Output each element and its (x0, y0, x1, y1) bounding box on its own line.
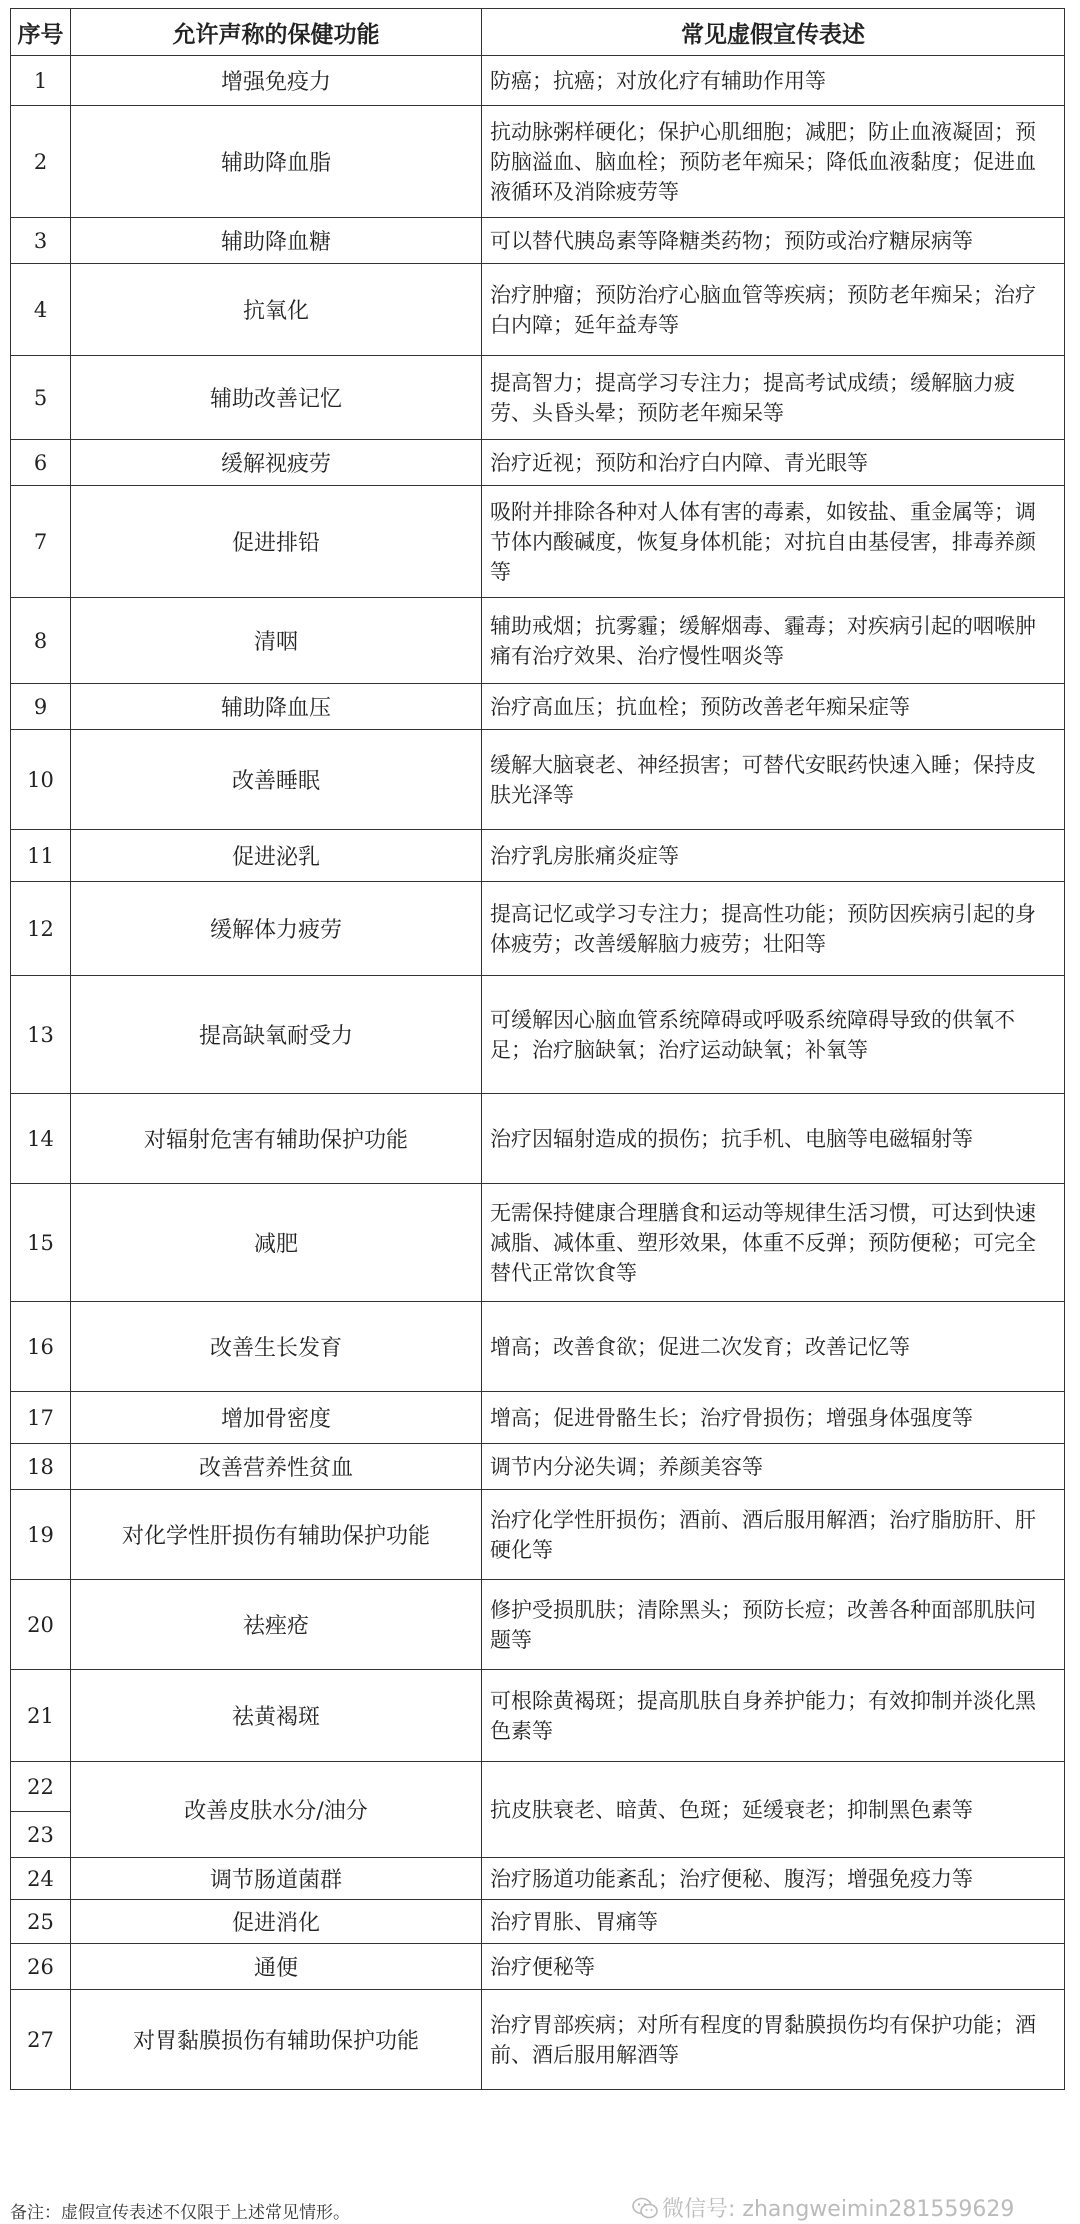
row-number: 18 (11, 1444, 71, 1490)
row-number: 26 (11, 1944, 71, 1990)
row-number: 22 (11, 1762, 71, 1812)
row-number: 13 (11, 976, 71, 1094)
table-row (11, 830, 1065, 882)
row-claims: 调节内分泌失调；养颜美容等 (482, 1444, 1065, 1490)
row-function: 减肥 (71, 1184, 482, 1302)
watermark-text: 微信号: zhangweimin281559629 (662, 2197, 1015, 2222)
row-claims: 抗动脉粥样硬化；保护心肌细胞；减肥；防止血液凝固；预防脑溢血、脑血栓；预防老年痴呆；降低血液黏度；促进血液循环及消除疲劳等 (482, 106, 1065, 218)
table-row (11, 486, 1065, 598)
row-number: 8 (11, 598, 71, 684)
row-function: 促进消化 (71, 1900, 482, 1944)
row-number: 6 (11, 440, 71, 486)
row-function: 祛黄褐斑 (71, 1670, 482, 1762)
footnote: 备注：虚假宣传表述不仅限于上述常见情形。 (10, 2203, 350, 2223)
row-function: 辅助降血脂 (71, 106, 482, 218)
row-function: 促进排铅 (71, 486, 482, 598)
row-number: 17 (11, 1392, 71, 1444)
row-function: 对化学性肝损伤有辅助保护功能 (71, 1490, 482, 1580)
table-row (11, 1858, 1065, 1900)
row-claims: 治疗因辐射造成的损伤；抗手机、电脑等电磁辐射等 (482, 1094, 1065, 1184)
table-row (11, 598, 1065, 684)
table-row (11, 1900, 1065, 1944)
row-claims: 治疗乳房胀痛炎症等 (482, 830, 1065, 882)
row-function: 促进泌乳 (71, 830, 482, 882)
row-claims: 治疗近视；预防和治疗白内障、青光眼等 (482, 440, 1065, 486)
table-row (11, 264, 1065, 356)
row-number: 20 (11, 1580, 71, 1670)
row-claims: 缓解大脑衰老、神经损害；可替代安眠药快速入睡；保持皮肤光泽等 (482, 730, 1065, 830)
row-claims: 治疗高血压；抗血栓；预防改善老年痴呆症等 (482, 684, 1065, 730)
row-number: 12 (11, 882, 71, 976)
row-claims: 吸附并排除各种对人体有害的毒素，如铵盐、重金属等；调节体内酸碱度，恢复身体机能；对抗自由基侵害，排毒养颜等 (482, 486, 1065, 598)
row-number: 7 (11, 486, 71, 598)
row-number: 19 (11, 1490, 71, 1580)
table-row (11, 106, 1065, 218)
row-function: 提高缺氧耐受力 (71, 976, 482, 1094)
row-claims: 治疗肠道功能紊乱；治疗便秘、腹泻；增强免疫力等 (482, 1858, 1065, 1900)
claims-table (10, 8, 1065, 2090)
row-function: 缓解视疲劳 (71, 440, 482, 486)
row-function: 调节肠道菌群 (71, 1858, 482, 1900)
row-function: 祛痤疮 (71, 1580, 482, 1670)
table-row (11, 356, 1065, 440)
table-row (11, 1762, 1065, 1812)
table-row (11, 1944, 1065, 1990)
table-row (11, 684, 1065, 730)
row-claims: 治疗化学性肝损伤；酒前、酒后服用解酒；治疗脂肪肝、肝硬化等 (482, 1490, 1065, 1580)
row-number: 23 (11, 1812, 71, 1858)
header-number: 序号 (11, 9, 71, 56)
table-row (11, 730, 1065, 830)
row-number: 9 (11, 684, 71, 730)
row-function: 改善皮肤水分/油分 (71, 1762, 482, 1858)
table-row (11, 56, 1065, 106)
row-number: 16 (11, 1302, 71, 1392)
row-number: 24 (11, 1858, 71, 1900)
table-row (11, 976, 1065, 1094)
row-number: 5 (11, 356, 71, 440)
row-claims: 治疗胃部疾病；对所有程度的胃黏膜损伤均有保护功能；酒前、酒后服用解酒等 (482, 1990, 1065, 2090)
row-number: 15 (11, 1184, 71, 1302)
row-claims: 可以替代胰岛素等降糖类药物；预防或治疗糖尿病等 (482, 218, 1065, 264)
row-claims: 修护受损肌肤；清除黑头；预防长痘；改善各种面部肌肤问题等 (482, 1580, 1065, 1670)
watermark (632, 2192, 1014, 2223)
row-number: 11 (11, 830, 71, 882)
header-allowed-function: 允许声称的保健功能 (71, 9, 482, 56)
row-function: 通便 (71, 1944, 482, 1990)
row-number: 4 (11, 264, 71, 356)
row-claims: 提高记忆或学习专注力；提高性功能；预防因疾病引起的身体疲劳；改善缓解脑力疲劳；壮阳等 (482, 882, 1065, 976)
table-row (11, 218, 1065, 264)
row-function: 清咽 (71, 598, 482, 684)
row-function: 改善生长发育 (71, 1302, 482, 1392)
header-false-claims: 常见虚假宣传表述 (482, 9, 1065, 56)
row-number: 1 (11, 56, 71, 106)
row-claims: 治疗便秘等 (482, 1944, 1065, 1990)
table-row (11, 1490, 1065, 1580)
row-function: 缓解体力疲劳 (71, 882, 482, 976)
row-claims: 可缓解因心脑血管系统障碍或呼吸系统障碍导致的供氧不足；治疗脑缺氧；治疗运动缺氧；补氧等 (482, 976, 1065, 1094)
row-claims: 防癌；抗癌；对放化疗有辅助作用等 (482, 56, 1065, 106)
row-function: 辅助改善记忆 (71, 356, 482, 440)
row-function: 增强免疫力 (71, 56, 482, 106)
row-claims: 无需保持健康合理膳食和运动等规律生活习惯，可达到快速减脂、减体重、塑形效果，体重不反弹；预防便秘；可完全替代正常饮食等 (482, 1184, 1065, 1302)
row-number: 14 (11, 1094, 71, 1184)
table-row (11, 1444, 1065, 1490)
row-claims: 增高；改善食欲；促进二次发育；改善记忆等 (482, 1302, 1065, 1392)
row-function: 辅助降血压 (71, 684, 482, 730)
row-claims: 治疗肿瘤；预防治疗心脑血管等疾病；预防老年痴呆；治疗白内障；延年益寿等 (482, 264, 1065, 356)
row-claims: 增高；促进骨骼生长；治疗骨损伤；增强身体强度等 (482, 1392, 1065, 1444)
row-number: 25 (11, 1900, 71, 1944)
row-function: 改善营养性贫血 (71, 1444, 482, 1490)
row-number: 3 (11, 218, 71, 264)
row-function: 对辐射危害有辅助保护功能 (71, 1094, 482, 1184)
table-row (11, 1670, 1065, 1762)
row-function: 对胃黏膜损伤有辅助保护功能 (71, 1990, 482, 2090)
table-row (11, 1184, 1065, 1302)
table-row (11, 1392, 1065, 1444)
wechat-icon (632, 2197, 658, 2219)
table-row (11, 440, 1065, 486)
row-number: 2 (11, 106, 71, 218)
table-row (11, 882, 1065, 976)
row-function: 增加骨密度 (71, 1392, 482, 1444)
row-function: 抗氧化 (71, 264, 482, 356)
row-claims: 治疗胃胀、胃痛等 (482, 1900, 1065, 1944)
table-header-row (11, 9, 1065, 56)
table-row (11, 1094, 1065, 1184)
table-row (11, 1580, 1065, 1670)
table-row (11, 1302, 1065, 1392)
row-claims: 抗皮肤衰老、暗黄、色斑；延缓衰老；抑制黑色素等 (482, 1762, 1065, 1858)
row-claims: 辅助戒烟；抗雾霾；缓解烟毒、霾毒；对疾病引起的咽喉肿痛有治疗效果、治疗慢性咽炎等 (482, 598, 1065, 684)
row-claims: 提高智力；提高学习专注力；提高考试成绩；缓解脑力疲劳、头昏头晕；预防老年痴呆等 (482, 356, 1065, 440)
row-function: 辅助降血糖 (71, 218, 482, 264)
row-function: 改善睡眠 (71, 730, 482, 830)
row-number: 27 (11, 1990, 71, 2090)
row-number: 21 (11, 1670, 71, 1762)
row-number: 10 (11, 730, 71, 830)
row-claims: 可根除黄褐斑；提高肌肤自身养护能力；有效抑制并淡化黑色素等 (482, 1670, 1065, 1762)
table-row (11, 1990, 1065, 2090)
